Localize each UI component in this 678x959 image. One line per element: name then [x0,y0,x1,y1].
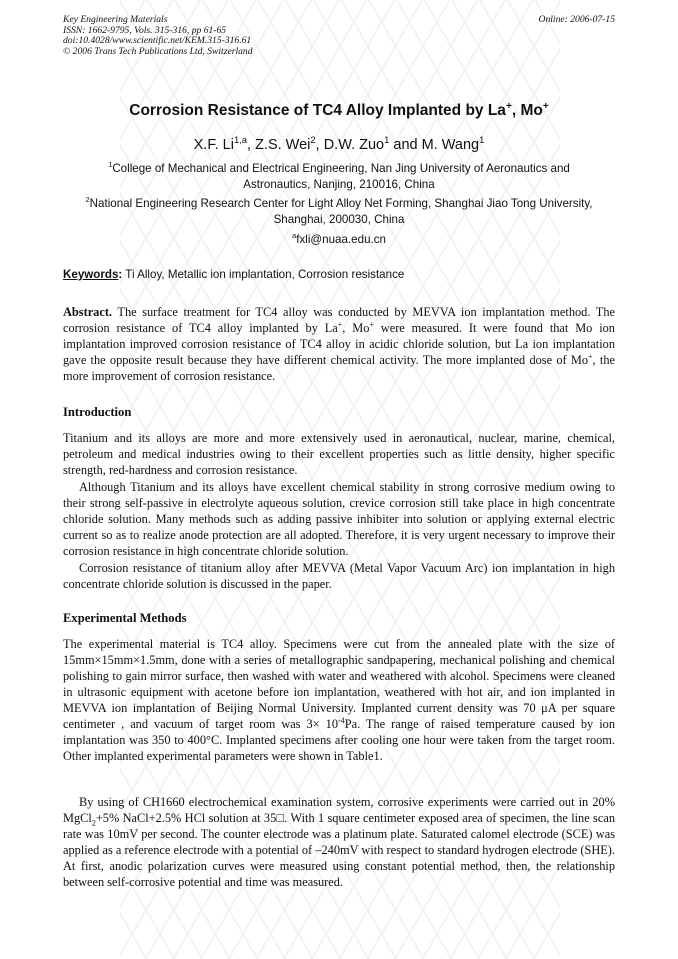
affiliation-1 [63,161,615,193]
introduction-paragraph-3: Corrosion resistance of titanium alloy after MEVVA (Metal Vapor Vacuum Arc) ion implantation in high concentrate chloride solution is discussed in the paper. [63,561,615,591]
email-line [63,232,615,248]
affiliation-2-line-1 [63,196,615,212]
methods-paragraph-2 [63,794,615,890]
abstract-text-2: , Mo [342,321,370,335]
email-address: fxli@nuaa.edu.cn [296,233,386,246]
author-li: X.F. Li [193,137,234,153]
affiliation-1-line-1 [63,161,615,177]
title-sup-la: + [505,100,512,112]
abstract-sup-2: + [369,319,374,329]
affiliation-2-mark: 2 [85,195,90,205]
introduction-paragraph-2: Although Titanium and its alloys have excellent chemical stability in strong corrosive medium owing to their strong self-passive in electrolyte aqueous solution, crevice corrosion still take place in high concentrate chloride solution. Many methods such as adding passive inhibiter into solution or applying external electric current so as to realize anode protection are all adopted. Therefore, it is very urgent necessary to improve their corrosion resistance in high concentrate chloride solution. [63,480,615,558]
doi-line: doi:10.4028/www.scientific.net/KEM.315-316.61 [63,35,252,46]
author-wei: , Z.S. Wei [247,137,311,153]
journal-name: Key Engineering Materials [63,14,168,25]
methods-heading: Experimental Methods [63,611,187,625]
introduction-paragraph-1: Titanium and its alloys are more and more extensively used in aeronautical, nuclear, marine, chemical, petroleum and medical industries owing to their excellent properties such as little density, higher specific strength, red-hardness and corrosion resistance. [63,431,615,477]
methods-p1-text-a: The experimental material is TC4 alloy. Specimens were cut from the annealed plate with the size of 15mm×15mm×1.5mm, done with a series of metallographic sandpapering, mechanical polishing and chemical polishing to gain mirror surface, then washed with water and weathered with alcohol. Specimens were cleaned in ultrasonic equipment with acetone before ion implantation, weathered with hot air, and ion implanted in MEVVA ion implantation of Beijing Normal University. Implanted current density was 70 μA per square centimeter , and vacuum of target room was 3× 10 [63,637,615,731]
keywords [63,268,615,281]
online-date: Online: 2006-07-15 [538,14,615,25]
title-mo: , Mo [511,102,543,119]
affiliation-2-text-1: National Engineering Research Center for Light Alloy Net Forming, Shanghai Jiao Tong University, [89,197,593,210]
affiliation-1-mark: 1 [108,160,113,170]
methods-p2-text-b: +5% NaCl+2.5% HCl solution at 35□. With 1 square centimeter exposed area of specimen, the line scan rate was 10mV per second. The counter electrode was a platinum plate. Saturated calomel electrode (SCE) was applied as a reference electrode with a potential of –240mV with respect to standard hydrogen electrode (SHE). At first, anodic polarization curves were measured using constant potential method, then, the relationship between self-corrosive potential and time was measured. [63,811,615,889]
methods-p2-subscript: 2 [91,818,96,828]
issn-line: ISSN: 1662-9795, Vols. 315-316, pp 61-65 [63,24,227,36]
abstract-text-1: The surface treatment for TC4 alloy was conducted by MEVVA ion implantation method. The corrosion resistance of TC4 alloy implanted by La [63,305,615,335]
author-wang-mark: 1 [479,134,485,146]
affiliation-2-line-2: Shanghai, 200030, China [273,213,405,226]
affiliation-1-line-2: Astronautics, Nanjing, 210016, China [243,178,435,191]
methods-p2-text-a: By using of CH1660 electrochemical examination system, corrosive experiments were carried out in 20% MgCl [63,795,615,825]
title-sup-mo: + [542,100,549,112]
email-mark: a [292,231,297,241]
keywords-colon: : [118,268,123,281]
title-text: Corrosion Resistance of TC4 Alloy Implanted by La [129,102,506,119]
paper-title [40,102,638,120]
affiliation-2 [63,196,615,228]
journal-header [63,15,615,57]
abstract-paragraph [63,304,615,384]
author-list [40,134,638,153]
author-wei-mark: 2 [310,134,316,146]
abstract-sup-1: + [337,319,343,329]
methods-p1-exponent: -4 [338,715,345,725]
copyright-line: © 2006 Trans Tech Publications Ltd, Switzerland [63,45,253,57]
affiliation-1-text-1: College of Mechanical and Electrical Engineering, Nan Jing University of Aeronautics and [112,162,570,175]
introduction-heading: Introduction [63,405,132,419]
keywords-text: Ti Alloy, Metallic ion implantation, Corrosion resistance [122,268,405,281]
author-li-mark: 1,a [233,134,248,146]
abstract-text-4: , the more improvement of corrosion resistance. [63,353,615,383]
abstract-text-3: were measured. It were found that Mo ion implantation improved corrosion resistance of TC4 alloy in acidic chloride solution, but La ion implantation gave the opposite result because they have different chemical activity. The more implanted dose of Mo [63,321,615,367]
methods-paragraph-1 [63,636,615,764]
author-wang: and M. Wang [389,137,480,153]
keywords-label: Keywords [63,268,119,281]
abstract-sup-3: + [588,351,593,361]
methods-p1-text-b: Pa. The range of raised temperature caused by ion implantation was 350 to 400°C. Implanted specimens after cooling one hour were taken from the target room. Other implanted experimental parameters were shown in Table1. [63,717,615,763]
abstract-label: Abstract. [63,305,113,319]
author-zuo: , D.W. Zuo [315,137,385,153]
author-zuo-mark: 1 [384,134,390,146]
